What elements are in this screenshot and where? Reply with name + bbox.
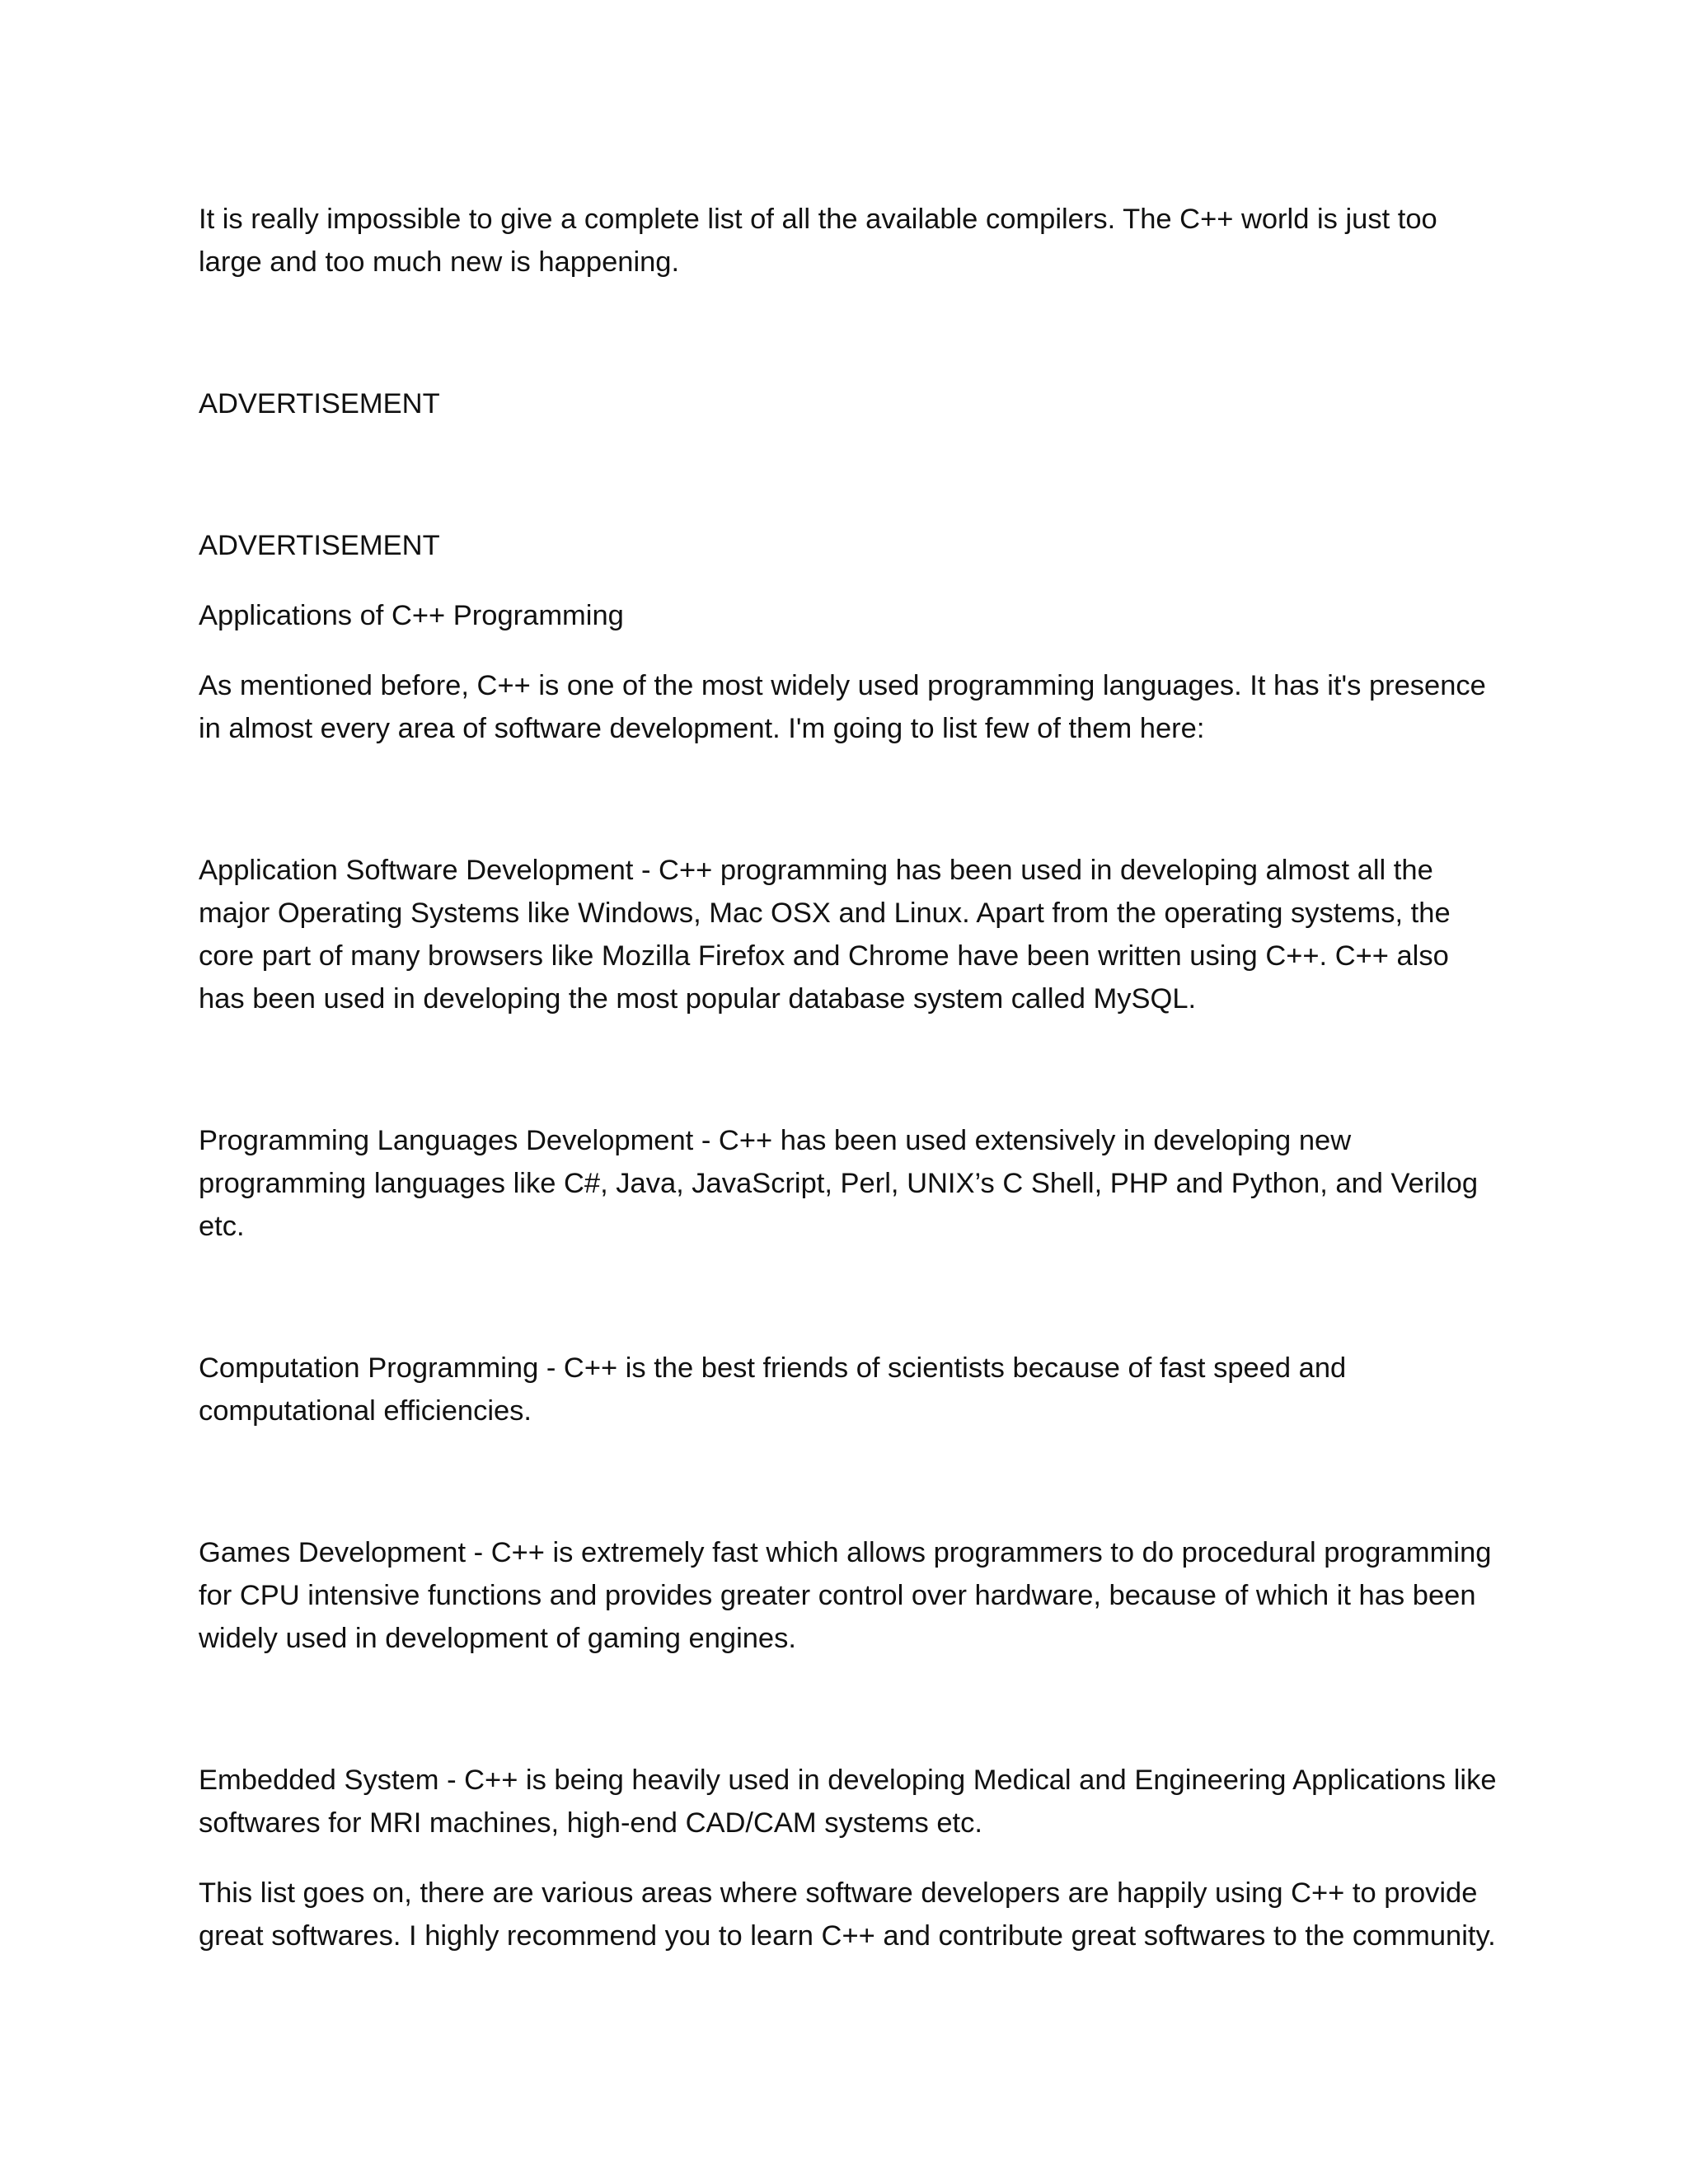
applications-intro-paragraph: As mentioned before, C++ is one of the most widely used programming languages. It has it's presence in almost every area of software development. I'm going to list few of them here:	[199, 670, 1486, 744]
languages-development-paragraph: Programming Languages Development - C++ has been used extensively in developing new programming languages like C#, Java, JavaScript, Perl, UNIX’s C Shell, PHP and Python, and Verilog etc.	[199, 1125, 1479, 1242]
advertisement-label: ADVERTISEMENT	[199, 388, 440, 419]
advertisement-label: ADVERTISEMENT	[199, 530, 440, 561]
computation-programming-paragraph: Computation Programming - C++ is the best friends of scientists because of fast speed and computational efficiencies.	[199, 1352, 1347, 1427]
games-development-paragraph: Games Development - C++ is extremely fast which allows programmers to do procedural programming for CPU intensive functions and provides greater control over hardware, because of which it has been widely used in development of gaming engines.	[199, 1537, 1492, 1654]
embedded-system-paragraph: Embedded System - C++ is being heavily used in developing Medical and Engineering Applications like softwares for MRI machines, high-end CAD/CAM systems etc.	[199, 1765, 1497, 1839]
document-page	[199, 198, 1501, 1957]
intro-compilers-paragraph: It is really impossible to give a complete list of all the available compilers. The C++ world is just too large and too much new is happening.	[199, 204, 1437, 278]
conclusion-paragraph: This list goes on, there are various areas where software developers are happily using C++ to provide great softwares. I highly recommend you to learn C++ and contribute great softwares to the community.	[199, 1877, 1496, 1952]
section-heading: Applications of C++ Programming	[199, 600, 624, 631]
application-software-paragraph: Application Software Development - C++ programming has been used in developing almost all the major Operating Systems like Windows, Mac OSX and Linux. Apart from the operating systems, the core part of many browsers like Mozilla Firefox and Chrome have been written using C++. C++ also has been used in developing the most popular database system called MySQL.	[199, 855, 1451, 1015]
